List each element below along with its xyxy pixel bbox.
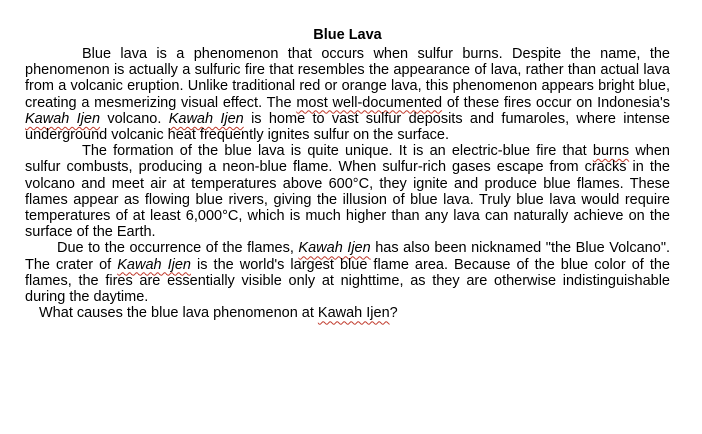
spellcheck-word[interactable]: most well-documented [296,94,443,111]
spellcheck-word[interactable]: Kawah Ijen [168,110,244,127]
question [25,305,670,321]
p2-text-1: The formation of the blue lava is quite unique. It is an electric-blue fire that [82,143,593,160]
p1-text-1: Blue lava is a phenomenon that occurs when sulfur burns. Despite the name, the phenomenon is actually a sulfuric fire that resembles the appearance of lava, rather than actual lava from a volcanic eruption. Unlike traditional red or orange lava, this phenomenon appears bright blue, creating a mesmerizing visual effect. The [25,46,670,111]
paragraph-2 [25,143,670,240]
spellcheck-word[interactable]: burns [592,143,630,160]
p1-text-2: of these fires occur on Indonesia's [442,94,670,111]
paragraph-3 [25,240,670,305]
paragraph-1 [25,46,670,143]
spellcheck-word[interactable]: Kawah Ijen [25,110,101,127]
spellcheck-word[interactable]: Kawah Ijen [298,240,371,257]
document-title: Blue Lava [313,27,382,43]
p2-text-2: when sulfur combusts, producing a neon-blue flame. When sulfur-rich gases escape from cracks in the volcano and meet air at temperatures above 600°C, they ignite and produce blue flames. These flames appear as flowing blue rivers, giving the illusion of blue lava. Truly blue lava would require temperatures of at least 6,000°C, which is much higher than any lava can naturally achieve on the surface of the Earth. [25,143,670,241]
p1-text-3: volcano. [100,110,169,127]
spellcheck-word[interactable]: Kawah Ijen [317,305,390,322]
p3-text-3: is the world's largest blue flame area. Because of the blue color of the flames, the fires are essentially visible only at nighttime, as they are otherwise indistinguishable during the daytime. [25,256,670,306]
p1-text-4: is home to vast sulfur deposits and fumaroles, where intense underground volcanic heat frequently ignites sulfur on the surface. [25,110,670,144]
question-text-2: ? [389,305,398,322]
p3-text-1: Due to the occurrence of the flames, [57,240,299,257]
p3-text-2: has also been nicknamed "the Blue Volcano". The crater of [25,240,670,273]
document [25,27,670,321]
spellcheck-word[interactable]: Kawah Ijen [117,256,191,273]
question-text-1: What causes the blue lava phenomenon at [39,305,318,322]
